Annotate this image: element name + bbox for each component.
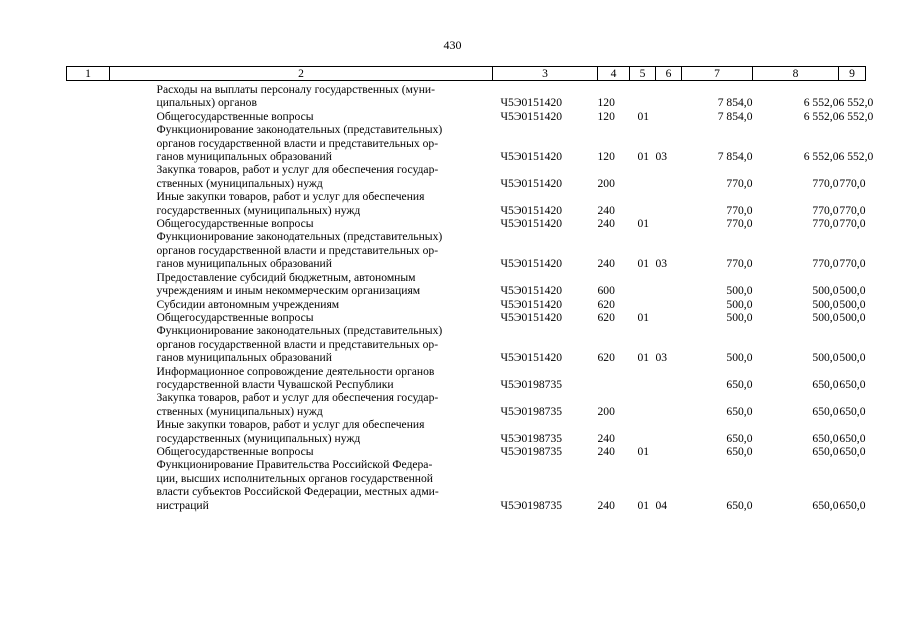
item-name xyxy=(110,365,493,392)
item-name-line: Иные закупки товаров, работ и услуг для обеспечения xyxy=(156,418,425,432)
amount-col7: 500,0 xyxy=(726,297,753,311)
amount-col8: 6 552,0 xyxy=(803,96,839,110)
item-name xyxy=(110,311,493,324)
item-name xyxy=(110,391,493,418)
amount-col7: 500,0 xyxy=(726,351,753,365)
row-number-cell xyxy=(67,418,110,445)
amount-col7: 500,0 xyxy=(726,284,753,298)
item-name-line: учреждениям и иным некоммерческим организациям xyxy=(156,284,421,298)
expense-type-code xyxy=(598,365,630,392)
amount-col9: 500,0 xyxy=(839,297,866,311)
expense-type-code: 240 xyxy=(597,257,615,271)
amount-col9: 770,0 xyxy=(839,176,866,190)
item-name-line: органов государственной власти и представительных ор- xyxy=(156,136,439,150)
amount-col8: 770,0 xyxy=(812,217,839,231)
item-name-line: государственной власти Чувашской Республики xyxy=(156,377,394,391)
section-code xyxy=(630,190,656,217)
target-article-code: Ч5Э0151420 xyxy=(500,109,563,123)
item-name-line: ганов муниципальных образований xyxy=(156,257,332,271)
table-row xyxy=(67,418,866,445)
item-name-line: Общегосударственные вопросы xyxy=(156,217,314,231)
row-number-cell xyxy=(67,110,110,123)
row-number-cell xyxy=(67,123,110,163)
expense-type-code: 620 xyxy=(597,351,615,365)
section-code xyxy=(630,271,656,298)
item-name-line: ганов муниципальных образований xyxy=(156,351,332,365)
amount-col7: 650,0 xyxy=(726,404,753,418)
item-name-line: Информационное сопровождение деятельности органов xyxy=(156,364,435,378)
row-number-cell xyxy=(67,230,110,270)
item-name-line: нистраций xyxy=(156,498,209,512)
item-name xyxy=(110,81,493,110)
section-code xyxy=(630,163,656,190)
expense-type-code: 120 xyxy=(597,150,615,164)
amount-col8: 500,0 xyxy=(812,284,839,298)
item-name-line: ственных (муниципальных) нужд xyxy=(156,404,323,418)
section-code: 01 xyxy=(637,217,650,231)
item-name-line: Общегосударственные вопросы xyxy=(156,444,314,458)
amount-col7: 650,0 xyxy=(726,498,753,512)
section-code xyxy=(630,391,656,418)
budget-table xyxy=(66,66,874,512)
expense-type-code: 200 xyxy=(597,176,615,190)
item-name-line: Иные закупки товаров, работ и услуг для обеспечения xyxy=(156,190,425,204)
item-name xyxy=(110,110,493,123)
amount-col8: 770,0 xyxy=(812,203,839,217)
row-number-cell xyxy=(67,81,110,110)
table-row xyxy=(67,298,866,311)
item-name xyxy=(110,298,493,311)
item-name-line: органов государственной власти и представительных ор- xyxy=(156,337,439,351)
table-row xyxy=(67,458,866,512)
item-name xyxy=(110,271,493,298)
target-article-code: Ч5Э0198735 xyxy=(500,498,563,512)
amount-col7: 500,0 xyxy=(726,310,753,324)
item-name xyxy=(110,458,493,512)
row-number-cell xyxy=(67,391,110,418)
item-name-line: Предоставление субсидий бюджетным, автономным xyxy=(156,270,416,284)
amount-col9: 500,0 xyxy=(839,351,866,365)
item-name-line: Функционирование законодательных (представительных) xyxy=(156,123,443,137)
amount-col8: 500,0 xyxy=(812,310,839,324)
column-header-9: 9 xyxy=(839,67,866,81)
item-name xyxy=(110,418,493,445)
amount-col8: 650,0 xyxy=(812,404,839,418)
amount-col8: 650,0 xyxy=(812,377,839,391)
amount-col7: 770,0 xyxy=(726,176,753,190)
item-name xyxy=(110,445,493,458)
item-name-line: ственных (муниципальных) нужд xyxy=(156,176,323,190)
target-article-code: Ч5Э0198735 xyxy=(500,404,563,418)
item-name-line: Закупка товаров, работ и услуг для обеспечения государ- xyxy=(156,163,439,177)
row-number-cell xyxy=(67,311,110,324)
amount-col9: 650,0 xyxy=(839,404,866,418)
amount-col9: 770,0 xyxy=(839,217,866,231)
amount-col7: 650,0 xyxy=(726,431,753,445)
section-code: 01 xyxy=(637,351,650,365)
expense-type-code: 240 xyxy=(597,203,615,217)
row-number-cell xyxy=(67,365,110,392)
table-row xyxy=(67,163,866,190)
target-article-code: Ч5Э0151420 xyxy=(500,217,563,231)
amount-col8: 6 552,0 xyxy=(803,109,839,123)
subsection-code: 03 xyxy=(655,351,668,365)
amount-col9: 6 552,0 xyxy=(838,150,874,164)
subsection-code xyxy=(656,418,682,445)
section-code xyxy=(630,365,656,392)
section-code xyxy=(630,298,656,311)
amount-col7: 770,0 xyxy=(726,257,753,271)
amount-col9: 650,0 xyxy=(839,431,866,445)
item-name-line: Субсидии автономным учреждениям xyxy=(156,297,340,311)
section-code: 01 xyxy=(637,444,650,458)
amount-col8: 770,0 xyxy=(812,176,839,190)
page-number: 430 xyxy=(443,38,462,52)
target-article-code: Ч5Э0198735 xyxy=(500,377,563,391)
row-number-cell xyxy=(67,324,110,364)
target-article-code: Ч5Э0151420 xyxy=(500,257,563,271)
header-row xyxy=(67,67,866,81)
table-row xyxy=(67,445,866,458)
item-name-line: Расходы на выплаты персоналу государственных (муни- xyxy=(156,83,435,96)
amount-col7: 7 854,0 xyxy=(717,150,753,164)
amount-col8: 6 552,0 xyxy=(803,150,839,164)
subsection-code xyxy=(656,190,682,217)
amount-col8: 650,0 xyxy=(812,444,839,458)
subsection-code: 04 xyxy=(655,498,668,512)
subsection-code xyxy=(656,391,682,418)
expense-type-code: 600 xyxy=(597,284,615,298)
subsection-code xyxy=(656,110,682,123)
item-name-line: ганов муниципальных образований xyxy=(156,150,332,164)
table-row xyxy=(67,110,866,123)
item-name-line: государственных (муниципальных) нужд xyxy=(156,203,361,217)
table-row xyxy=(67,217,866,230)
table-row xyxy=(67,190,866,217)
table-row xyxy=(67,391,866,418)
table-row xyxy=(67,365,866,392)
subsection-code xyxy=(656,81,682,110)
row-number-cell xyxy=(67,271,110,298)
item-name xyxy=(110,230,493,270)
amount-col7: 650,0 xyxy=(726,377,753,391)
expense-type-code: 620 xyxy=(597,310,615,324)
target-article-code: Ч5Э0151420 xyxy=(500,284,563,298)
target-article-code: Ч5Э0198735 xyxy=(500,444,563,458)
target-article-code: Ч5Э0151420 xyxy=(500,203,563,217)
amount-col7: 7 854,0 xyxy=(717,109,753,123)
row-number-cell xyxy=(67,458,110,512)
table-row xyxy=(67,324,866,364)
expense-type-code: 120 xyxy=(597,96,615,110)
subsection-code xyxy=(656,271,682,298)
subsection-code xyxy=(656,365,682,392)
amount-col9: 500,0 xyxy=(839,310,866,324)
amount-col8: 500,0 xyxy=(812,297,839,311)
item-name-line: Функционирование Правительства Российской Федера- xyxy=(156,458,433,472)
subsection-code: 03 xyxy=(655,257,668,271)
target-article-code: Ч5Э0151420 xyxy=(500,96,563,110)
expense-type-code: 240 xyxy=(597,498,615,512)
expense-type-code: 620 xyxy=(597,297,615,311)
target-article-code: Ч5Э0151420 xyxy=(500,310,563,324)
subsection-code xyxy=(656,445,682,458)
amount-col8: 650,0 xyxy=(812,498,839,512)
item-name xyxy=(110,190,493,217)
column-header-2: 2 xyxy=(110,67,493,81)
section-code: 01 xyxy=(637,310,650,324)
table-header xyxy=(67,67,866,81)
item-name xyxy=(110,217,493,230)
subsection-code xyxy=(656,311,682,324)
section-code: 01 xyxy=(637,150,650,164)
subsection-code xyxy=(656,217,682,230)
amount-col9: 770,0 xyxy=(839,203,866,217)
item-name-line: ципальных) органов xyxy=(156,96,257,110)
row-number-cell xyxy=(67,217,110,230)
expense-type-code: 240 xyxy=(597,431,615,445)
section-code xyxy=(630,418,656,445)
column-header-7: 7 xyxy=(682,67,753,81)
amount-col9: 650,0 xyxy=(839,377,866,391)
amount-col7: 770,0 xyxy=(726,217,753,231)
amount-col9: 6 552,0 xyxy=(838,96,874,110)
table-row xyxy=(67,81,866,110)
item-name xyxy=(110,163,493,190)
target-article-code: Ч5Э0151420 xyxy=(500,150,563,164)
table-row xyxy=(67,271,866,298)
section-code: 01 xyxy=(637,498,650,512)
amount-col9: 6 552,0 xyxy=(838,109,874,123)
row-number-cell xyxy=(67,298,110,311)
item-name xyxy=(110,123,493,163)
amount-col9: 500,0 xyxy=(839,284,866,298)
amount-col7: 7 854,0 xyxy=(717,96,753,110)
subsection-code xyxy=(656,298,682,311)
item-name xyxy=(110,324,493,364)
table-body xyxy=(67,81,874,513)
amount-col9: 770,0 xyxy=(839,257,866,271)
item-name-line: Функционирование законодательных (представительных) xyxy=(156,324,443,338)
section-code xyxy=(630,81,656,110)
amount-col7: 770,0 xyxy=(726,203,753,217)
row-number-cell xyxy=(67,445,110,458)
target-article-code: Ч5Э0151420 xyxy=(500,176,563,190)
target-article-code: Ч5Э0151420 xyxy=(500,297,563,311)
amount-col8: 770,0 xyxy=(812,257,839,271)
column-header-3: 3 xyxy=(493,67,598,81)
amount-col8: 650,0 xyxy=(812,431,839,445)
amount-col7: 650,0 xyxy=(726,444,753,458)
subsection-code: 03 xyxy=(655,150,668,164)
table-row xyxy=(67,123,866,163)
amount-col9: 650,0 xyxy=(839,444,866,458)
item-name-line: Общегосударственные вопросы xyxy=(156,109,314,123)
expense-type-code: 200 xyxy=(597,404,615,418)
table-row xyxy=(67,311,866,324)
table-row xyxy=(67,230,866,270)
amount-col8: 500,0 xyxy=(812,351,839,365)
item-name-line: Общегосударственные вопросы xyxy=(156,310,314,324)
target-article-code: Ч5Э0198735 xyxy=(500,431,563,445)
section-code: 01 xyxy=(637,109,650,123)
item-name-line: Закупка товаров, работ и услуг для обеспечения государ- xyxy=(156,391,439,405)
column-header-4: 4 xyxy=(598,67,630,81)
item-name-line: ции, высших исполнительных органов государственной xyxy=(156,471,434,485)
section-code: 01 xyxy=(637,257,650,271)
column-header-5: 5 xyxy=(630,67,656,81)
column-header-6: 6 xyxy=(656,67,682,81)
item-name-line: власти субъектов Российской Федерации, местных адми- xyxy=(156,485,439,499)
subsection-code xyxy=(656,163,682,190)
expense-type-code: 120 xyxy=(597,109,615,123)
expense-type-code: 240 xyxy=(597,217,615,231)
column-header-1: 1 xyxy=(67,67,110,81)
row-number-cell xyxy=(67,190,110,217)
column-header-8: 8 xyxy=(753,67,839,81)
target-article-code: Ч5Э0151420 xyxy=(500,351,563,365)
item-name-line: государственных (муниципальных) нужд xyxy=(156,431,361,445)
item-name-line: Функционирование законодательных (представительных) xyxy=(156,230,443,244)
expense-type-code: 240 xyxy=(597,444,615,458)
item-name-line: органов государственной власти и представительных ор- xyxy=(156,243,439,257)
row-number-cell xyxy=(67,163,110,190)
amount-col9: 650,0 xyxy=(839,498,866,512)
